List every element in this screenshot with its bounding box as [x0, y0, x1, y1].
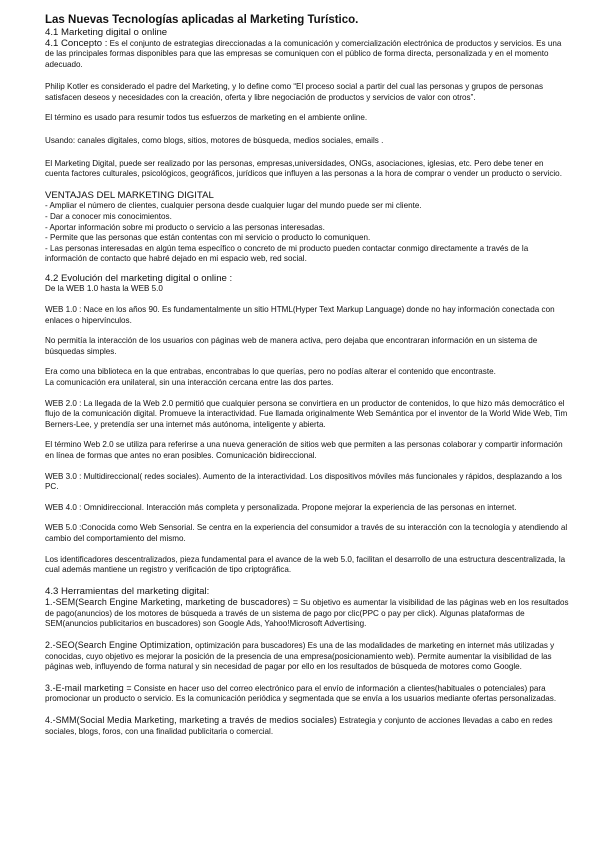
list-item: - Aportar información sobre mi producto o servicio a las personas interesadas. — [45, 222, 325, 232]
email-term: 3.-E-mail marketing = — [45, 682, 132, 693]
email-text: Consiste en hacer uso del correo electrónico para el envío de información a clientes(habituales o potenciales) para promocionar un producto o servicio. Es la comunicación periódica y segmentada que se envía a los usuarios mediante ofertas personalizadas. — [45, 683, 557, 704]
ventajas-list — [45, 201, 570, 265]
web1-line-c1: Era como una biblioteca en la que entrabas, encontrabas lo que querías, pero no podías alterar el contenido que encontraste. — [45, 367, 496, 377]
smm-text: Estrategia y conjunto de acciones llevadas a cabo en redes sociales, blogs, foros, con una finalidad publicitaria o comercial. — [45, 715, 553, 736]
seo-paragraph — [45, 640, 570, 673]
web1-paragraph: WEB 1.0 : Nace en los años 90. Es fundamentalmente un sitio HTML(Hyper Text Markup Language) donde no hay información conectada con enlaces o hipervínculos. — [45, 305, 555, 325]
web4-paragraph: WEB 4.0 : Omnidireccional. Interacción más completa y personalizada. Propone mejorar la experiencia de las personas en internet. — [45, 502, 517, 512]
seo-term: 2.-SEO(Search Engine Optimization, — [45, 639, 193, 650]
concept-label: 4.1 Concepto : — [45, 37, 108, 49]
web1-paragraph-c — [45, 367, 570, 388]
sem-text: Su objetivo es aumentar la visibilidad de las páginas web en los resultados de pago(anuncios) de los motores de búsqueda a través de un sistema de pago por clic(PPC o pay per click). Algunas plataformas de SEM(anuncios publicitarios en buscadores) son Google Ads, Yahoo!Microsoft Advertising. — [45, 598, 569, 629]
web3-paragraph: WEB 3.0 : Multidireccional( redes sociales). Aumento de la interactividad. Los dispositivos móviles más funcionales y rápidos, desplazando a los PC. — [45, 471, 562, 492]
realized-paragraph: El Marketing Digital, puede ser realizado por las personas, empresas,universidades, ONGs, asociaciones, iglesias, etc. Pero debe tener en cuenta factores culturales, psicológicos, geográficos, jurídicos que influyen a las personas a la hora de comprar o vender un producto o servicio. — [45, 158, 562, 179]
web5-paragraph: WEB 5.0 :Conocida como Web Sensorial. Se centra en la experiencia del consumidor a través de su interacción con la tecnología y atendiendo al cambio del comportamiento del mismo. — [45, 523, 568, 543]
term-used-paragraph: El término es usado para resumir todos tus esfuerzos de marketing en el ambiente online. — [45, 113, 368, 123]
sem-term: 1.-SEM(Search Engine Marketing, marketing de buscadores) = — [45, 597, 299, 608]
list-item: - Permite que las personas que están contentas con mi servicio o producto lo comuniquen. — [45, 233, 371, 243]
section-4-2-subheading: De la WEB 1.0 hasta la WEB 5.0 — [45, 284, 163, 294]
list-item: - Dar a conocer mis conocimientos. — [45, 211, 172, 221]
usage-paragraph: Usando: canales digitales, como blogs, sitios, motores de búsqueda, medios sociales, emails . — [45, 136, 384, 146]
concept-paragraph — [45, 39, 570, 71]
list-item: - Las personas interesadas en algún tema específico o concreto de mi producto pueden contactar conmigo directamente a través de la información de contacto que habré dejado en mi espacio web, red social. — [45, 243, 529, 264]
web1-paragraph-b: No permitía la interacción de los usuarios con páginas web de manera activa, pero dejaba que encontraran información en un sistema de búsquedas simples. — [45, 336, 538, 356]
seo-text: optimización para buscadores) Es una de las modalidades de marketing en internet más utilizadas y conocidas, cuyo objetivo es mejorar la posición de la presencia de una empresa(posicionamiento web). Permite aumentar la visibilidad de las páginas web, influyendo de forma natural y sin necesidad de pagar por ello en los resultados de búsqueda de motores como Google. — [45, 640, 555, 672]
email-paragraph — [45, 683, 570, 705]
web1-line-c2: La comunicación era unilateral, sin una interacción cercana entre las dos partes. — [45, 377, 334, 387]
smm-paragraph — [45, 715, 570, 737]
section-4-3-heading: 4.3 Herramientas del marketing digital: — [45, 585, 210, 597]
document-title: Las Nuevas Tecnologías aplicadas al Marketing Turístico. — [45, 14, 359, 26]
kotler-paragraph: Philip Kotler es considerado el padre del Marketing, y lo define como “El proceso social a partir del cual las personas y grupos de personas satisfacen deseos y necesidades con la creación, oferta y libre negociación de productos y servicios de valor con otros”. — [45, 82, 544, 102]
list-item: - Ampliar el número de clientes, cualquier persona desde cualquier lugar del mundo puede ser mi cliente. — [45, 201, 422, 211]
ventajas-heading: VENTAJAS DEL MARKETING DIGITAL — [45, 189, 214, 201]
smm-term: 4.-SMM(Social Media Marketing, marketing a través de medios sociales) — [45, 714, 337, 725]
web5-paragraph-b: Los identificadores descentralizados, pieza fundamental para el avance de la web 5.0, facilitan el desarrollo de una estructura descentralizada, la cual además mantiene un registro y verificación de tipo criptográfica. — [45, 554, 566, 575]
web2-paragraph-b: El término Web 2.0 se utiliza para referirse a una nueva generación de sitios web que permiten a las personas colaborar y compartir información en línea de formas que antes no eran posibles. Comunicación bidireccional. — [45, 440, 563, 460]
section-4-1-heading: 4.1 Marketing digital o online — [45, 27, 168, 38]
web2-paragraph: WEB 2.0 : La llegada de la Web 2.0 permitió que cualquier persona se convirtiera en un productor de contenidos, lo que hizo más democrático el flujo de la comunicación digital. Promueve la interactividad. Fue llamada originalmente Web Semántica por el inventor de la World Wide Web, Tim Berners-Lee, y pretendía ser una internet más autónoma, inteligente y abierta. — [45, 398, 568, 429]
sem-paragraph — [45, 597, 570, 630]
section-4-2-heading: 4.2 Evolución del marketing digital o online : — [45, 272, 233, 284]
concept-text: Es el conjunto de estrategias direccionadas a la comunicación y comercialización electrónica de productos y servicios. Es una de las principales formas disponibles para que las empresas se comuniquen con el público de forma directa, personalizada y en el momento adecuado. — [45, 38, 562, 69]
